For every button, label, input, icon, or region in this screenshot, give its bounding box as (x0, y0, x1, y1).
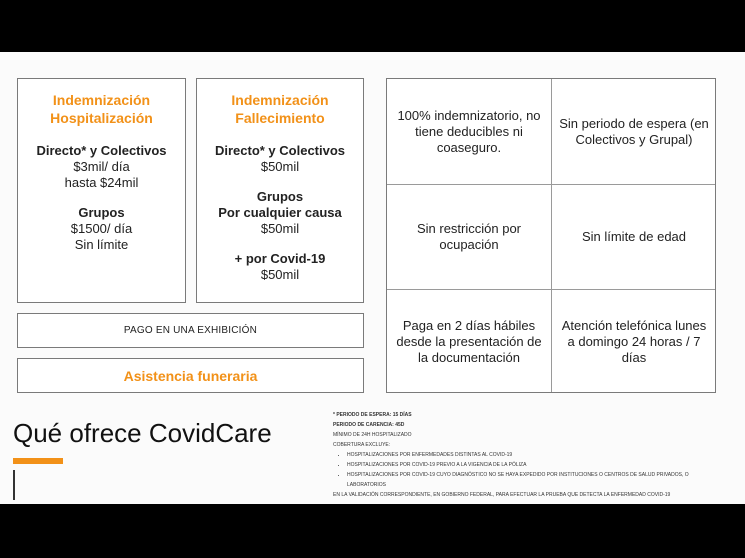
footnote-exclusion-1: • HOSPITALIZACIONES POR ENFERMEDADES DISTINTAS AL COVID-19 (347, 450, 723, 460)
benefit-no-age-limit: Sin límite de edad (581, 229, 687, 244)
hosp-groups-amount: $1500/ día (70, 221, 133, 236)
card-death-title: Indemnización Fallecimiento (231, 92, 329, 126)
hosp-groups-cap: Sin límite (74, 237, 129, 252)
card-hospitalization-title: Indemnización Hospitalización (50, 92, 153, 126)
hosp-direct-cap: hasta $24mil (64, 175, 139, 190)
footnote-excludes: COBERTURA EXCLUYE: (333, 442, 391, 448)
footnote-validation: EN LA VALIDACIÓN CORRESPONDIENTE, EN GOBIERNO FEDERAL, PARA EFECTUAR LA PRUEBA QUE DETECTA LA ENFERMEDAD COVID-19 (333, 492, 671, 498)
footnote-waiting: * PERIODO DE ESPERA: 15 DÍAS (333, 412, 412, 418)
accent-tick (13, 470, 15, 500)
death-direct-label: Directo* y Colectivos (214, 143, 346, 158)
benefit-no-deductible: 100% indemnizatorio, no tiene deducibles ni coaseguro. (397, 107, 541, 155)
card-hospitalization (17, 78, 186, 303)
funeral-text: Asistencia funeraria (123, 367, 258, 384)
footnote-min-hosp: MÍNIMO DE 24H HOSPITALIZADO (333, 432, 412, 438)
payment-box (17, 313, 364, 348)
page-title: Qué ofrece CovidCare (13, 418, 272, 448)
footnote-exclusion-3: • HOSPITALIZACIONES POR COVID-19 CUYO DIAGNÓSTICO NO SE HAYA EXPEDIDO POR INSTITUCIONES O CENTROS DE SALUD PRIVADOS, O LABORATORIOS (347, 470, 723, 490)
footnote-exclusions-list (333, 450, 723, 490)
death-covid-amount: $50mil (260, 267, 300, 282)
card-death (196, 78, 364, 303)
footnotes (333, 410, 723, 500)
benefit-no-waiting: Sin periodo de espera (en Colectivos y Grupal) (559, 115, 709, 147)
benefit-fast-payment: Paga en 2 días hábiles desde la presentación de la documentación (396, 317, 542, 365)
benefit-phone-support: Atención telefónica lunes a domingo 24 horas / 7 días (561, 317, 707, 365)
death-groups-amount: $50mil (260, 221, 300, 236)
death-groups-label: Grupos (256, 189, 304, 204)
benefits-grid (386, 78, 716, 393)
death-any-cause-label: Por cualquier causa (218, 205, 342, 220)
footnote-exclusion-2: • HOSPITALIZACIONES POR COVID-19 PREVIO A LA VIGENCIA DE LA PÓLIZA (347, 460, 723, 470)
hosp-direct-amount: $3mil/ día (73, 159, 130, 174)
hosp-groups-label: Grupos (78, 205, 125, 220)
death-covid-label: + por Covid-19 (234, 251, 326, 266)
footnote-carency: PERIODO DE CARENCIA: 45D (333, 422, 405, 428)
accent-bar (13, 458, 63, 464)
hosp-direct-label: Directo* y Colectivos (36, 143, 167, 158)
funeral-box (17, 358, 364, 393)
benefit-no-occupation-restriction: Sin restricción por ocupación (416, 221, 522, 252)
payment-text: PAGO EN UNA EXHIBICIÓN (123, 325, 258, 336)
death-direct-amount: $50mil (260, 159, 300, 174)
